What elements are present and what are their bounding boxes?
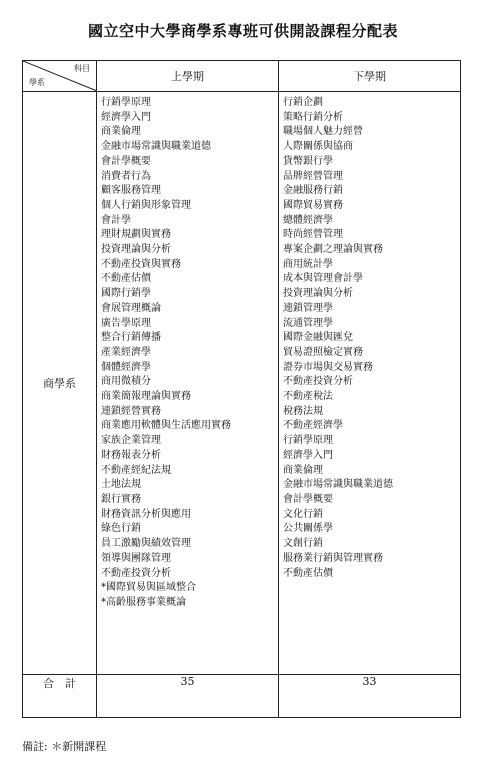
page-title: 國立空中大學商學系專班可供開設課程分配表 bbox=[87, 22, 398, 40]
course-item: 領導與團隊管理 bbox=[101, 552, 171, 564]
course-item: 不動產估價 bbox=[283, 567, 333, 579]
course-item: 品牌經營管理 bbox=[283, 170, 343, 182]
course-item: 金融市場常識與職業道德 bbox=[101, 141, 211, 153]
course-item: 不動產投資分析 bbox=[283, 376, 353, 388]
course-item: 會計學概要 bbox=[283, 493, 333, 505]
course-item: 產業經濟學 bbox=[101, 346, 151, 358]
course-item: 金融市場常識與職業道德 bbox=[283, 479, 393, 491]
course-item: 連鎖經營實務 bbox=[101, 405, 161, 417]
course-item: 家族企業管理 bbox=[101, 435, 161, 447]
course-item: 不動產經紀法規 bbox=[101, 464, 171, 476]
course-item: 人際關係與協商 bbox=[283, 141, 353, 153]
course-item: 銀行實務 bbox=[101, 493, 141, 505]
diagonal-header-cell bbox=[23, 61, 97, 92]
course-item: 個體經濟學 bbox=[101, 361, 151, 373]
course-item: 不動產投資與實務 bbox=[101, 258, 181, 270]
second-term-course-list bbox=[279, 92, 461, 675]
course-item: 策略行銷分析 bbox=[283, 111, 343, 123]
course-item: 證券市場與交易實務 bbox=[283, 361, 373, 373]
course-item: 不動產經濟學 bbox=[283, 420, 343, 432]
course-item: 總體經濟學 bbox=[283, 214, 333, 226]
course-item: 商業倫理 bbox=[283, 464, 323, 476]
course-item: *國際貿易與區域整合 bbox=[101, 582, 196, 594]
course-item: 個人行銷與形象管理 bbox=[101, 199, 191, 211]
subject-label: 科目 bbox=[74, 64, 90, 73]
course-item: *高齡服務事業概論 bbox=[101, 596, 186, 608]
first-term-course-list bbox=[97, 92, 279, 675]
course-item: 行銷學原理 bbox=[101, 97, 151, 108]
second-term-header: 下學期 bbox=[279, 61, 461, 92]
footnote: 備註: ＊新開課程 bbox=[22, 740, 107, 753]
second-term-total: 33 bbox=[279, 675, 461, 718]
course-item: 職場個人魅力經營 bbox=[283, 126, 363, 138]
course-item: 不動產估價 bbox=[101, 273, 151, 285]
course-item: 員工激勵與績效管理 bbox=[101, 538, 191, 550]
course-item: 顧客服務管理 bbox=[101, 185, 161, 197]
course-item: 不動產稅法 bbox=[283, 391, 333, 403]
course-item: 商業倫理 bbox=[101, 126, 141, 138]
course-item: 行銷企劃 bbox=[283, 97, 323, 108]
course-item: 理財規劃與實務 bbox=[101, 229, 171, 241]
dept-label: 學系 bbox=[29, 78, 45, 87]
course-item: 不動產投資分析 bbox=[101, 567, 171, 579]
course-item: 國際金融與匯兌 bbox=[283, 332, 353, 344]
course-item: 經濟學入門 bbox=[283, 449, 333, 461]
course-item: 廣告學原理 bbox=[101, 317, 151, 329]
course-item: 投資理論與分析 bbox=[283, 288, 353, 300]
course-item: 土地法規 bbox=[101, 479, 141, 491]
course-table bbox=[22, 60, 461, 718]
course-item: 國際貿易實務 bbox=[283, 199, 343, 211]
course-item: 會計學概要 bbox=[101, 155, 151, 167]
department-name: 商學系 bbox=[23, 92, 97, 675]
course-item: 商用微積分 bbox=[101, 376, 151, 388]
course-item: 專案企劃之理論與實務 bbox=[283, 244, 383, 256]
total-label: 合 計 bbox=[23, 675, 97, 718]
total-row bbox=[23, 675, 461, 718]
course-item: 商業簡報理論與實務 bbox=[101, 391, 191, 403]
course-item: 文化行銷 bbox=[283, 508, 323, 520]
course-item: 稅務法規 bbox=[283, 405, 323, 417]
course-item: 公共關係學 bbox=[283, 523, 333, 535]
course-item: 貨幣銀行學 bbox=[283, 155, 333, 167]
course-item: 會展管理概論 bbox=[101, 302, 161, 314]
course-item: 投資理論與分析 bbox=[101, 244, 171, 256]
first-term-header: 上學期 bbox=[97, 61, 279, 92]
course-item: 金融服務行銷 bbox=[283, 185, 343, 197]
course-item: 綠色行銷 bbox=[101, 523, 141, 535]
course-item: 服務業行銷與管理實務 bbox=[283, 552, 383, 564]
course-item: 時尚經營管理 bbox=[283, 229, 343, 241]
course-item: 成本與管理會計學 bbox=[283, 273, 363, 285]
course-item: 商用統計學 bbox=[283, 258, 333, 270]
course-item: 文創行銷 bbox=[283, 538, 323, 550]
course-item: 財務資訊分析與應用 bbox=[101, 508, 191, 520]
course-item: 經濟學入門 bbox=[101, 111, 151, 123]
first-term-total: 35 bbox=[97, 675, 279, 718]
course-item: 連鎖管理學 bbox=[283, 302, 333, 314]
header-row bbox=[23, 61, 461, 92]
course-item: 貿易證照檢定實務 bbox=[283, 346, 363, 358]
course-item: 整合行銷傳播 bbox=[101, 332, 161, 344]
course-item: 行銷學原理 bbox=[283, 435, 333, 447]
course-item: 流通管理學 bbox=[283, 317, 333, 329]
course-row bbox=[23, 92, 461, 675]
course-item: 財務報表分析 bbox=[101, 449, 161, 461]
course-item: 消費者行為 bbox=[101, 170, 151, 182]
course-item: 國際行銷學 bbox=[101, 288, 151, 300]
course-item: 會計學 bbox=[101, 214, 131, 226]
course-item: 商業應用軟體與生活應用實務 bbox=[101, 420, 231, 432]
